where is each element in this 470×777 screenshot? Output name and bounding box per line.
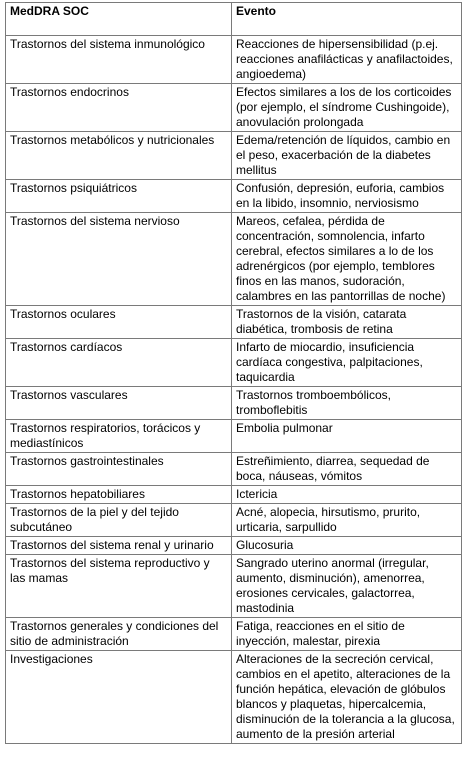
event-cell: Fatiga, reacciones en el sitio de inyección, malestar, pirexia — [232, 618, 462, 651]
soc-cell: Trastornos respiratorios, torácicos y mediastínicos — [6, 420, 232, 453]
event-cell: Trastornos tromboembólicos, tromboflebitis — [232, 387, 462, 420]
table-row — [6, 387, 462, 420]
table-row — [6, 213, 462, 306]
event-cell: Acné, alopecia, hirsutismo, prurito, urticaria, sarpullido — [232, 504, 462, 537]
soc-cell: Trastornos del sistema renal y urinario — [6, 537, 232, 555]
event-cell: Confusión, depresión, euforia, cambios en la libido, insomnio, nerviosismo — [232, 180, 462, 213]
event-cell: Mareos, cefalea, pérdida de concentración, somnolencia, infarto cerebral, efectos similares a lo de los adrenérgicos (por ejemplo, temblores finos en las manos, sudoración, calambres en las pantorrillas de noche) — [232, 213, 462, 306]
adverse-events-table — [5, 2, 462, 744]
soc-cell: Trastornos de la piel y del tejido subcutáneo — [6, 504, 232, 537]
table-row — [6, 339, 462, 387]
table-row — [6, 132, 462, 180]
table-row — [6, 306, 462, 339]
table-row — [6, 651, 462, 744]
soc-cell: Investigaciones — [6, 651, 232, 744]
event-cell: Embolia pulmonar — [232, 420, 462, 453]
soc-cell: Trastornos vasculares — [6, 387, 232, 420]
table-row — [6, 618, 462, 651]
event-cell: Trastornos de la visión, catarata diabética, trombosis de retina — [232, 306, 462, 339]
event-cell: Sangrado uterino anormal (irregular, aumento, disminución), amenorrea, erosiones cervicales, galactorrea, mastodinia — [232, 555, 462, 618]
table-row — [6, 180, 462, 213]
soc-cell: Trastornos metabólicos y nutricionales — [6, 132, 232, 180]
soc-cell: Trastornos hepatobiliares — [6, 486, 232, 504]
table-row — [6, 555, 462, 618]
table-row — [6, 84, 462, 132]
soc-cell: Trastornos psiquiátricos — [6, 180, 232, 213]
soc-cell: Trastornos endocrinos — [6, 84, 232, 132]
soc-cell: Trastornos del sistema reproductivo y las mamas — [6, 555, 232, 618]
header-event: Evento — [232, 3, 462, 36]
event-cell: Reacciones de hipersensibilidad (p.ej. reacciones anafilácticas y anafilactoides, angioedema) — [232, 36, 462, 84]
header-soc: MedDRA SOC — [6, 3, 232, 36]
soc-cell: Trastornos cardíacos — [6, 339, 232, 387]
soc-cell: Trastornos gastrointestinales — [6, 453, 232, 486]
event-cell: Alteraciones de la secreción cervical, cambios en el apetito, alteraciones de la función hepática, elevación de glóbulos blancos y plaquetas, hipercalcemia, disminución de la tolerancia a la glucosa, aumento de la presión arterial — [232, 651, 462, 744]
table-row — [6, 420, 462, 453]
soc-cell: Trastornos del sistema nervioso — [6, 213, 232, 306]
event-cell: Ictericia — [232, 486, 462, 504]
soc-cell: Trastornos generales y condiciones del sitio de administración — [6, 618, 232, 651]
table-header-row — [6, 3, 462, 36]
table-row — [6, 36, 462, 84]
table-row — [6, 453, 462, 486]
soc-cell: Trastornos del sistema inmunológico — [6, 36, 232, 84]
event-cell: Infarto de miocardio, insuficiencia cardíaca congestiva, palpitaciones, taquicardia — [232, 339, 462, 387]
event-cell: Estreñimiento, diarrea, sequedad de boca, náuseas, vómitos — [232, 453, 462, 486]
event-cell: Edema/retención de líquidos, cambio en el peso, exacerbación de la diabetes mellitus — [232, 132, 462, 180]
table-row — [6, 486, 462, 504]
table-row — [6, 504, 462, 537]
event-cell: Efectos similares a los de los corticoides (por ejemplo, el síndrome Cushingoide), anovulación prolongada — [232, 84, 462, 132]
table-row — [6, 537, 462, 555]
soc-cell: Trastornos oculares — [6, 306, 232, 339]
event-cell: Glucosuria — [232, 537, 462, 555]
